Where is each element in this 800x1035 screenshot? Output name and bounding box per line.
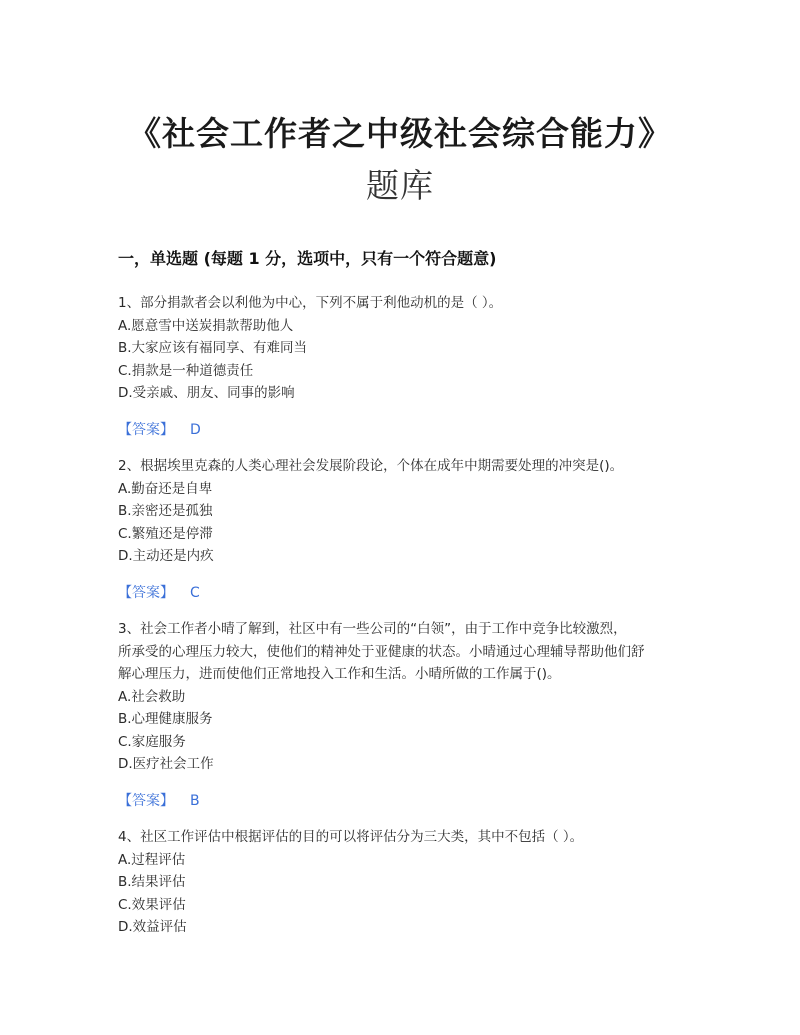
answer-label: 【答案】 xyxy=(118,421,174,438)
option-b: B.心理健康服务 xyxy=(118,711,213,727)
option-a: A.社会救助 xyxy=(118,688,186,705)
option-d: D.受亲戚、朋友、同事的影响 xyxy=(118,385,295,401)
answer-value: D xyxy=(190,421,201,438)
answer-value: C xyxy=(190,584,200,601)
question-4 xyxy=(118,826,678,939)
question-stem: 解心理压力，进而使他们正常地投入工作和生活。小晴所做的工作属于()。 xyxy=(118,666,561,682)
question-stem: 1、部分捐款者会以利他为中心，下列不属于利他动机的是（ ）。 xyxy=(118,295,503,311)
question-stem: 2、根据埃里克森的人类心理社会发展阶段论，个体在成年中期需要处理的冲突是()。 xyxy=(118,458,624,474)
question-3 xyxy=(118,618,678,812)
section-heading: 一，单选题 (每题 1 分，选项中，只有一个符合题意) xyxy=(118,249,497,268)
option-b: B.大家应该有福同享、有难同当 xyxy=(118,340,308,356)
answer-line xyxy=(118,419,678,441)
document-title: 《社会工作者之中级社会综合能力》 xyxy=(128,114,672,153)
question-stem: 4、社区工作评估中根据评估的目的可以将评估分为三大类，其中不包括（ ）。 xyxy=(118,829,584,845)
option-d: D.效益评估 xyxy=(118,919,187,935)
option-c: C.捐款是一种道德责任 xyxy=(118,362,254,379)
answer-line xyxy=(118,790,678,812)
document-subtitle: 题库 xyxy=(366,166,434,205)
question-stem: 3、社会工作者小晴了解到，社区中有一些公司的“白领”，由于工作中竞争比较激烈， xyxy=(118,621,627,637)
option-a: A.勤奋还是自卑 xyxy=(118,480,213,497)
answer-value: B xyxy=(190,792,200,809)
option-d: D.医疗社会工作 xyxy=(118,756,214,772)
answer-label: 【答案】 xyxy=(118,584,174,601)
option-a: A.过程评估 xyxy=(118,851,186,868)
option-b: B.结果评估 xyxy=(118,874,186,890)
option-c: C.效果评估 xyxy=(118,896,186,913)
answer-line xyxy=(118,582,678,604)
question-1 xyxy=(118,292,678,441)
option-c: C.家庭服务 xyxy=(118,733,186,750)
answer-label: 【答案】 xyxy=(118,792,174,809)
question-stem: 所承受的心理压力较大，使他们的精神处于亚健康的状态。小晴通过心理辅导帮助他们舒 xyxy=(118,643,645,660)
option-c: C.繁殖还是停滞 xyxy=(118,525,213,542)
option-d: D.主动还是内疚 xyxy=(118,548,214,564)
question-2 xyxy=(118,455,678,604)
option-a: A.愿意雪中送炭捐款帮助他人 xyxy=(118,317,294,334)
option-b: B.亲密还是孤独 xyxy=(118,503,213,519)
